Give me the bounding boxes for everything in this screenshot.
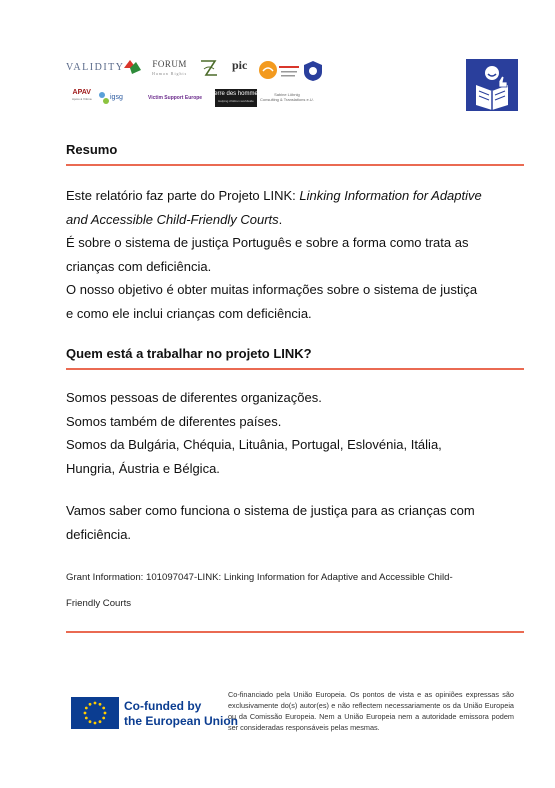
apav-logo xyxy=(72,89,92,103)
sabine-logo xyxy=(260,92,314,102)
section-divider xyxy=(66,164,524,166)
signature-logo xyxy=(198,57,220,79)
grant-line: Friendly Courts xyxy=(66,598,132,609)
quem-paragraph xyxy=(66,386,526,480)
section-divider xyxy=(66,368,524,370)
igsg-logo: igsg xyxy=(110,94,123,101)
section-heading-quem: Quem está a trabalhar no projeto LINK? xyxy=(66,346,312,361)
section-heading-resumo: Resumo xyxy=(66,142,118,157)
sabine-logo-line1: Sabine Löbnig xyxy=(274,92,300,97)
small-text-logo xyxy=(278,64,300,80)
eu-stars-icon xyxy=(71,697,119,729)
text-line: O nosso objetivo é obter muitas informações sobre o sistema de justiça xyxy=(66,282,478,297)
project-title-italic: Linking Information for Adaptive xyxy=(299,188,482,203)
text-line: É sobre o sistema de justiça Português e sobre a forma como trata as xyxy=(66,235,469,250)
text-line xyxy=(66,208,526,232)
eu-flag xyxy=(71,697,119,729)
text-line: Somos pessoas de diferentes organizações. xyxy=(66,390,322,405)
cofunded-line1: Co-funded by xyxy=(124,699,202,713)
text-line: Hungria, Áustria e Bélgica. xyxy=(66,460,220,476)
terre-des-hommes-logo xyxy=(211,89,261,107)
apav-logo-title: APAV xyxy=(72,89,91,96)
forum-logo-subtitle: Human Rights xyxy=(152,71,188,76)
text-line xyxy=(66,184,526,208)
victim-support-logo: Victim Support Europe xyxy=(148,95,203,101)
resumo-paragraph xyxy=(66,184,526,325)
text-segment: Este relatório faz parte do Projeto LINK: xyxy=(66,188,300,203)
pic-logo: pic xyxy=(232,58,248,72)
sabine-logo-line2: Consulting & Translations e.U. xyxy=(260,97,314,102)
forum-logo-title: FORUM xyxy=(152,59,187,69)
eu-disclaimer: Co-financiado pela União Europeia. Os pontos de vista e as opiniões expressas são exclusivamente do(s) autor(es) e não reflectem necessariamente os da União Europeia ou da Comissão Europeia. Nem a União Europeia nem a autoridade emissora podem ser consideradas responsáveis pelas mesmas. xyxy=(228,690,514,732)
text-line: e como ele inclui crianças com deficiência. xyxy=(66,305,312,321)
section-divider xyxy=(66,631,524,633)
shield-logo xyxy=(302,60,324,82)
grant-information xyxy=(66,565,526,617)
apav-logo-subtitle: Apoio à Vítima xyxy=(72,97,92,101)
cofunded-label xyxy=(124,699,238,729)
easy-to-read-logo xyxy=(466,59,518,111)
quem-paragraph-2 xyxy=(66,499,526,546)
cofunded-line2: the European Union xyxy=(124,714,238,728)
terre-des-hommes-subtitle: Helping children worldwide xyxy=(218,99,254,103)
ministry-logo xyxy=(122,58,142,76)
project-title-italic: and Accessible Child-Friendly Courts xyxy=(66,211,279,227)
orange-circle-logo xyxy=(258,60,278,80)
text-line: Somos da Bulgária, Chéquia, Lituânia, Portugal, Eslovénia, Itália, xyxy=(66,437,442,452)
grant-line: Grant Information: 101097047-LINK: Linking Information for Adaptive and Accessible Child- xyxy=(66,572,453,583)
text-segment: . xyxy=(278,211,283,227)
text-line: deficiência. xyxy=(66,526,132,542)
leaf-logo xyxy=(97,90,111,106)
forum-logo xyxy=(152,60,187,78)
text-line: crianças com deficiência. xyxy=(66,258,212,274)
validity-logo: VALIDITY xyxy=(66,62,125,73)
terre-des-hommes-title: Terre des hommes xyxy=(211,91,261,97)
text-line: Somos também de diferentes países. xyxy=(66,413,282,429)
text-line: Vamos saber como funciona o sistema de justiça para as crianças com xyxy=(66,503,475,518)
easy-to-read-icon xyxy=(466,59,518,111)
